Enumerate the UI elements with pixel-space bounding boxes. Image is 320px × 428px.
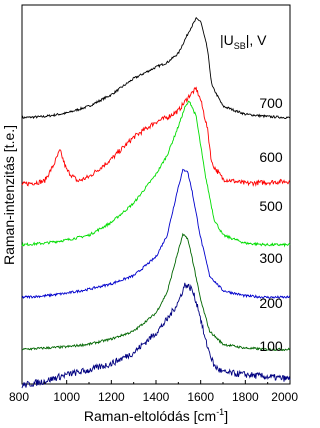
series-label-300: 300 bbox=[259, 250, 283, 266]
plot-frame-group bbox=[22, 5, 290, 384]
x-tick-label-2000: 2000 bbox=[271, 390, 298, 404]
x-axis-label bbox=[84, 407, 228, 424]
x-tick-label-1200: 1200 bbox=[97, 390, 125, 404]
series-labels-group bbox=[259, 95, 283, 354]
x-tick-label-1400: 1400 bbox=[142, 390, 170, 404]
series-label-500: 500 bbox=[259, 198, 283, 214]
legend-title bbox=[220, 32, 267, 51]
legend-title-suffix: |, V bbox=[245, 32, 267, 48]
series-group bbox=[22, 18, 290, 388]
series-line-300 bbox=[22, 169, 290, 298]
series-line-100 bbox=[22, 283, 290, 388]
series-label-700: 700 bbox=[259, 95, 283, 111]
series-line-600 bbox=[22, 88, 290, 186]
x-axis-label-sup: -1 bbox=[216, 407, 225, 417]
x-axis-label-end: ] bbox=[224, 408, 229, 424]
series-label-600: 600 bbox=[259, 149, 283, 165]
series-line-200 bbox=[22, 234, 290, 351]
x-tick-label-1000: 1000 bbox=[53, 390, 81, 404]
x-tick-label-1600: 1600 bbox=[187, 390, 215, 404]
series-label-200: 200 bbox=[259, 295, 283, 311]
x-tick-label-800: 800 bbox=[9, 390, 30, 404]
plot-frame bbox=[22, 5, 290, 384]
series-label-100: 100 bbox=[259, 338, 283, 354]
y-axis-label: Raman-intenzitás [t.e.] bbox=[1, 124, 17, 266]
legend-title-sub: SB bbox=[233, 41, 246, 51]
x-axis-label-main: Raman-eltolódás [cm bbox=[83, 408, 217, 424]
x-tick-label-1800: 1800 bbox=[231, 390, 259, 404]
legend-title-prefix: |U bbox=[220, 32, 234, 48]
